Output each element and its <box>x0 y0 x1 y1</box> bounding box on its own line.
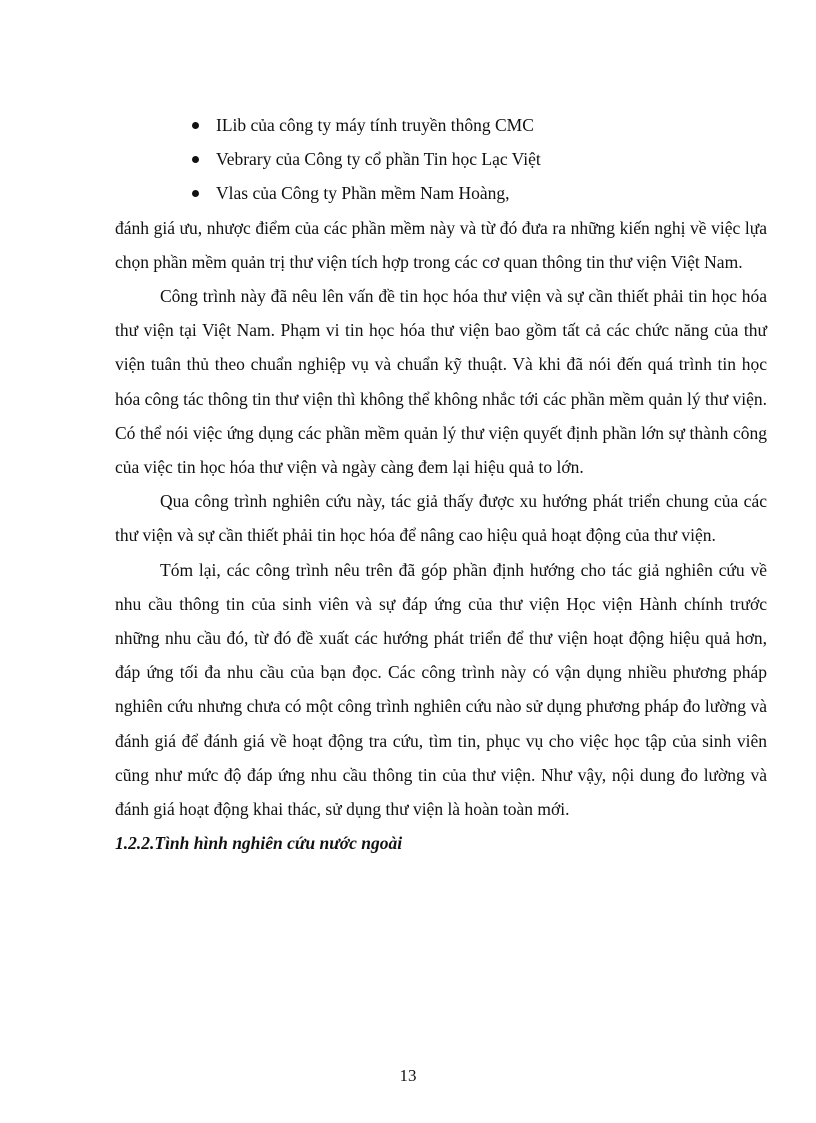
list-item <box>115 176 767 210</box>
paragraph: Tóm lại, các công trình nêu trên đã góp phần định hướng cho tác giả nghiên cứu về nhu cầu thông tin của sinh viên và sự đáp ứng của thư viện Học viện Hành chính trước những nhu cầu đó, từ đó đề xuất các hướng phát triển để thư viện hoạt động hiệu quả hơn, đáp ứng tối đa nhu cầu của bạn đọc. Các công trình này có vận dụng nhiều phương pháp nghiên cứu nhưng chưa có một công trình nghiên cứu nào sử dụng phương pháp đo lường và đánh giá để đánh giá về hoạt động tra cứu, tìm tin, phục vụ cho việc học tập của sinh viên cũng như mức độ đáp ứng nhu cầu thông tin của thư viện. Như vậy, nội dung đo lường và đánh giá hoạt động khai thác, sử dụng thư viện là hoàn toàn mới. <box>115 559 767 820</box>
paragraph-continuation: đánh giá ưu, nhược điểm của các phần mềm này và từ đó đưa ra những kiến nghị về việc lựa chọn phần mềm quản trị thư viện tích hợp trong các cơ quan thông tin thư viện Việt Nam. <box>115 217 767 272</box>
software-list <box>115 108 767 211</box>
paragraph: Công trình này đã nêu lên vấn đề tin học hóa thư viện và sự cần thiết phải tin học hóa thư viện tại Việt Nam. Phạm vi tin học hóa thư viện bao gồm tất cả các chức năng của thư viện tuân thủ theo chuẩn nghiệp vụ và chuẩn kỹ thuật. Và khi đã nói đến quá trình tin học hóa công tác thông tin thư viện thì không thể không nhắc tới các phần mềm quản lý thư viện. Có thể nói việc ứng dụng các phần mềm quản lý thư viện quyết định phần lớn sự thành công của việc tin học hóa thư viện và ngày càng đem lại hiệu quả to lớn. <box>115 285 767 477</box>
list-item <box>115 108 767 142</box>
page-content <box>115 108 767 860</box>
list-item-text: Vlas của Công ty Phần mềm Nam Hoàng, <box>216 183 510 204</box>
paragraph: Qua công trình nghiên cứu này, tác giả thấy được xu hướng phát triển chung của các thư viện và sự cần thiết phải tin học hóa để nâng cao hiệu quả hoạt động của thư viện. <box>115 491 767 546</box>
list-item-text: ILib của công ty máy tính truyền thông CMC <box>216 115 534 135</box>
bullet-icon <box>192 122 199 129</box>
page-number: 13 <box>399 1066 417 1085</box>
bullet-icon <box>192 190 199 197</box>
list-item-text: Vebrary của Công ty cổ phần Tin học Lạc Việt <box>216 149 541 170</box>
section-heading: 1.2.2.Tình hình nghiên cứu nước ngoài <box>115 833 403 854</box>
bullet-icon <box>192 156 199 163</box>
list-item <box>115 142 767 176</box>
